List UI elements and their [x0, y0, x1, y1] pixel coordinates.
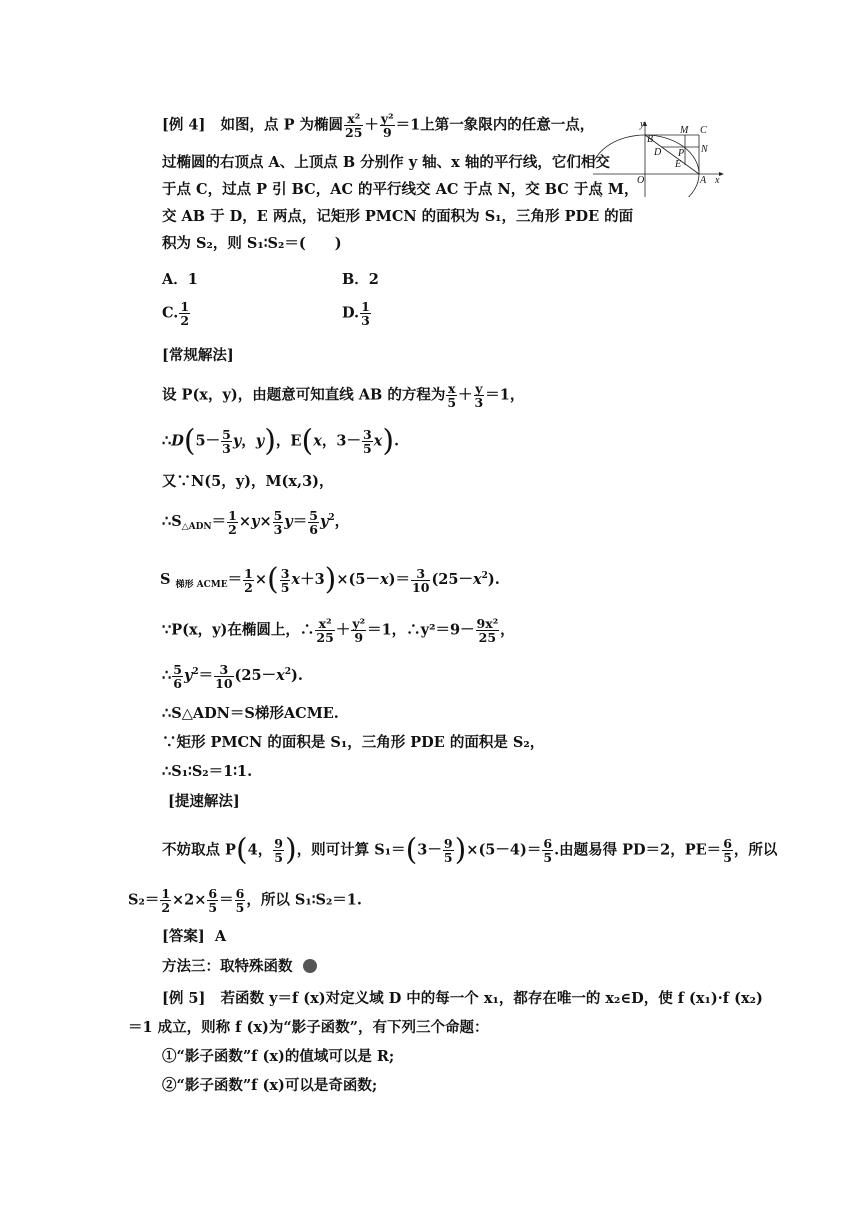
method3-title: 方法三：取特殊函数 [162, 957, 317, 977]
fast-solution-heading: [提速解法] [168, 793, 240, 810]
regular-step-1: 设 P(x，y)，由题意可知直线 AB 的方程为 $\frac{x}{5}$ ＋ $\frac{y}{3}$ ＝1， [162, 381, 525, 410]
answer-value: A [214, 928, 227, 945]
example4-line1: [例 4] 如图，点 P 为椭圆 $\frac{\text{x²}}{25}$ ＋ $\frac{\text{y²}}{9}$ ＝1上第一象限内的任意一点， [162, 111, 595, 140]
example4-text-1b: 上第一象限内的任意一点， [420, 116, 595, 134]
example5-line2: ＝1 成立，则称 f (x)为“影子函数”，有下列三个命题： [128, 1019, 489, 1036]
figure-label-m: M [680, 125, 689, 136]
regular-step-5: S $_{梯形 ACME}$＝ $\frac{1}{2}$ ×( $\frac{3}{5}$ x＋3)×(5－x)＝ $\frac{3}{10}$ $(25-x^2)$. [160, 562, 500, 597]
figure-label-c: C [700, 125, 707, 136]
example4-tag: [例 4] [162, 116, 206, 134]
regular-solution-heading: [常规解法] [162, 347, 234, 364]
regular-step-8: ∴S△ADN＝S梯形ACME. [162, 705, 339, 722]
option-c: C. $\frac{1}{2}$ [162, 299, 190, 328]
example5-item1: ①“影子函数”f (x)的值域可以是 R; [162, 1048, 395, 1065]
example4-line2: 过椭圆的右顶点 A、上顶点 B 分别作 y 轴、x 轴的平行线，它们相交 [162, 154, 610, 171]
example5-item2: ②“影子函数”f (x)可以是奇函数; [162, 1077, 378, 1094]
ellipse-figure [593, 117, 729, 197]
example5-line1: [例 5] 若函数 y＝f (x)对定义域 D 中的每一个 x₁，都存在唯一的 x₂∈D，使 f (x₁)·f (x₂) [162, 990, 763, 1007]
regular-step-7: ∴ $\frac{5}{6}$ $y^2=$ $\frac{3}{10}$ $(25-x^2)$. [162, 661, 303, 691]
regular-step-9: ∵矩形 PMCN 的面积是 S₁，三角形 PDE 的面积是 S₂， [162, 734, 545, 751]
bullet-dot-icon [303, 959, 317, 973]
figure-label-n: N [701, 144, 708, 155]
answer-line [162, 927, 226, 947]
regular-step-10: ∴S₁∶S₂＝1∶1. [162, 763, 253, 780]
regular-step-2: ∴D(5－ $\frac{5}{3}$ y，y)，E(x，3－ $\frac{3}{5}$ x). [162, 423, 400, 459]
regular-step-6: ∵P(x，y)在椭圆上，∴ $\frac{\text{x²}}{25}$ ＋ $\frac{\text{y²}}{9}$ ＝1，∴y²＝9－ $\frac{\text{9x²}}{25}$ ， [162, 616, 515, 645]
figure-label-o: O [637, 175, 645, 186]
figure-label-e: E [675, 159, 682, 170]
fraction-y2-9: $\frac{\text{y²}}{9}$ [380, 111, 394, 140]
example4-line4: 交 AB 于 D，E 两点，记矩形 PMCN 的面积为 S₁，三角形 PDE 的面 [162, 208, 634, 225]
example4-text-1a: 如图，点 P 为椭圆 [220, 116, 344, 134]
figure-label-b: B [647, 134, 654, 145]
figure-label-x: x [715, 175, 720, 186]
answer-label: [答案] [162, 928, 205, 945]
example4-line3: 于点 C，过点 P 引 BC，AC 的平行线交 AC 于点 N，交 BC 于点 M， [162, 181, 639, 198]
option-b: B．2 [342, 271, 379, 288]
example4-line5: 积为 S₂，则 S₁∶S₂＝( ) [162, 235, 342, 252]
figure-label-p: P [678, 148, 685, 159]
option-d: D. $\frac{1}{3}$ [342, 299, 370, 328]
fraction-x2-25: $\frac{\text{x²}}{25}$ [345, 111, 363, 140]
example5-tag: [例 5] [162, 990, 206, 1007]
figure-label-a: A [700, 175, 707, 186]
regular-step-4: $\therefore S_{\triangle ADN}=$ $\frac{1}{2}$ ×y× $\frac{5}{3}$ y＝ $\frac{5}{6}$ $y^2$， [162, 507, 350, 537]
fast-step-2: S₂＝ $\frac{1}{2}$ ×2× $\frac{6}{5}$ ＝ $\frac{6}{5}$ ，所以 S₁∶S₂＝1. [128, 886, 362, 915]
fast-step-1: 不妨取点 P(4， $\frac{9}{5}$ )，则可计算 S₁＝(3－ $\frac{9}{5}$ )×(5－4)＝ $\frac{6}{5}$ .由题易得 PD＝2，PE＝ $\frac{6}{5}$ ，所以 [162, 832, 778, 868]
option-a: A．1 [162, 271, 198, 288]
figure-label-d: D [654, 147, 662, 158]
regular-step-3: 又∵N(5，y)，M(x,3)， [162, 473, 334, 490]
figure-label-y: y [640, 119, 645, 130]
